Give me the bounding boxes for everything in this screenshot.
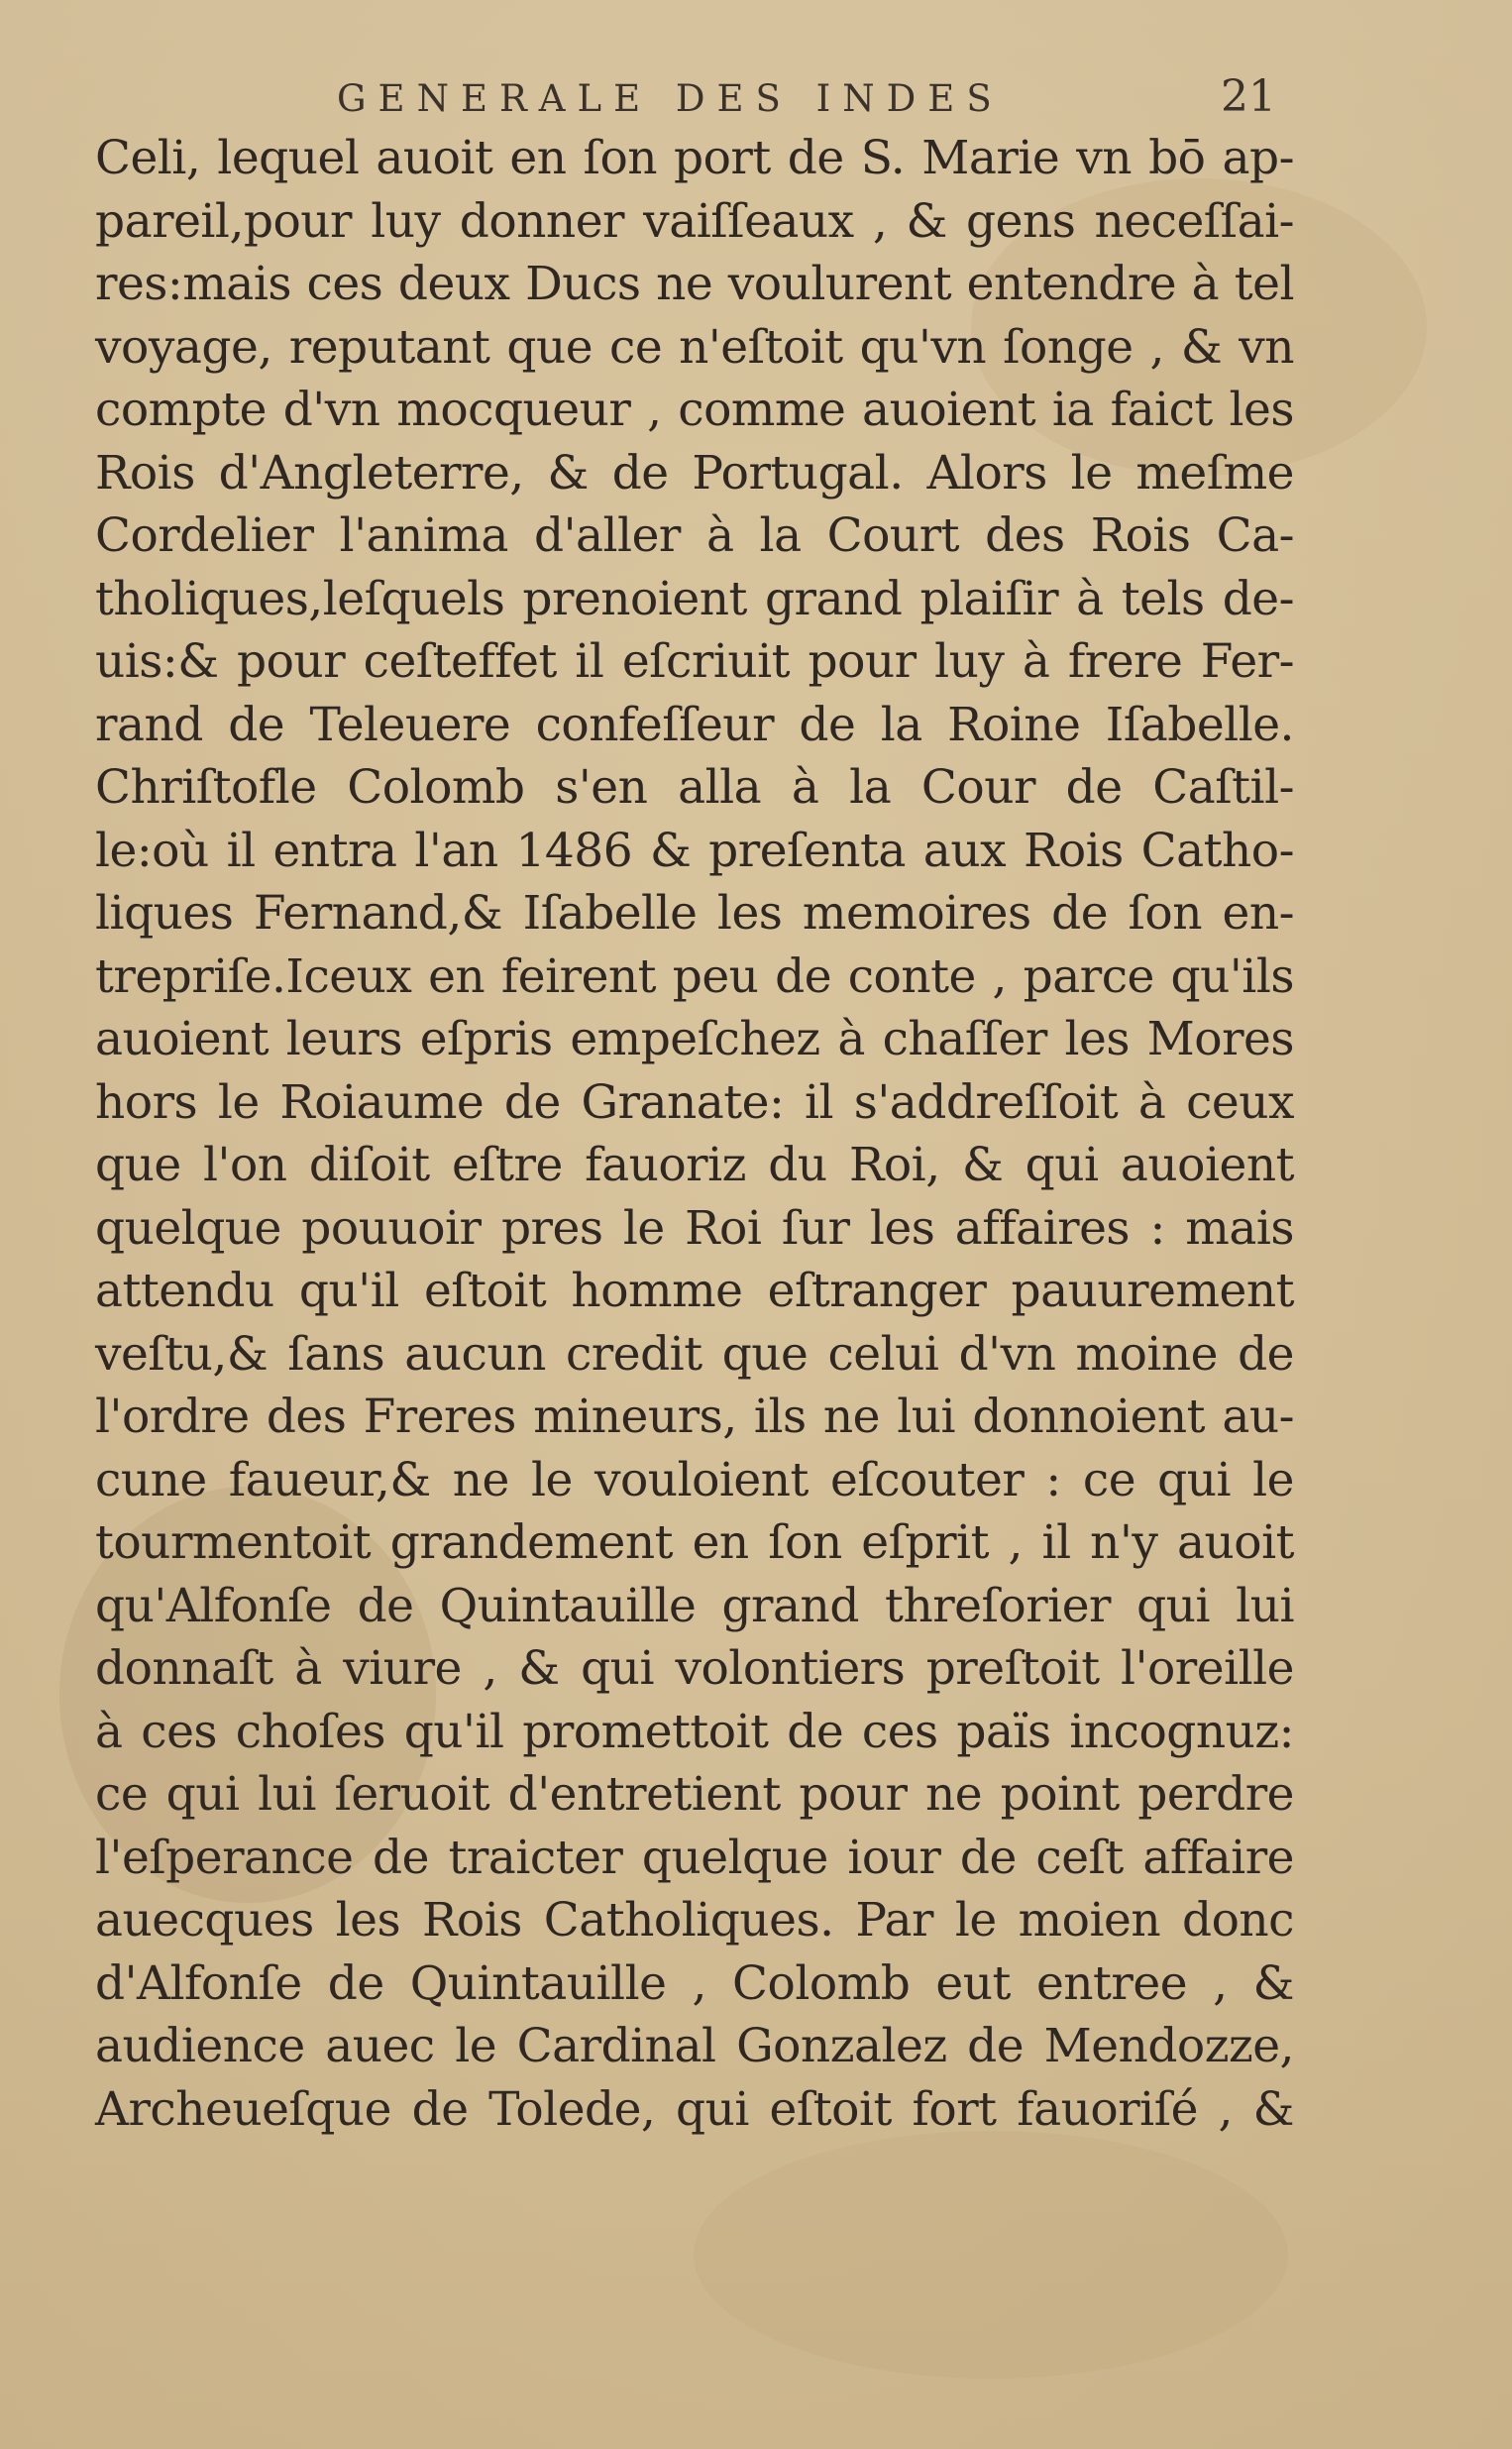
text-line: qu'Alfonſe de Quintauille grand threſorier qui lui [95,1578,1294,1633]
text-line: quelque pouuoir pres le Roi ſur les affaires : mais [95,1200,1294,1256]
text-line: Archeueſque de Tolede, qui eſtoit fort fauoriſé , & [95,2081,1294,2137]
text-line: voyage, reputant que ce n'eſtoit qu'vn ſonge , & vn [95,319,1294,375]
text-line: l'ordre des Freres mineurs, ils ne lui donnoient au- [95,1390,1294,1444]
text-line: d'Alfonſe de Quintauille , Colomb eut entree , & [95,1955,1294,2011]
text-line: audience auec le Cardinal Gonzalez de Mendozze, [95,2019,1294,2073]
text-line: liques Fernand,& Iſabelle les memoires de ſon en- [95,886,1294,941]
page-header [0,71,1512,127]
text-line: tourmentoit grandement en ſon eſprit , il n'y auoit [95,1515,1294,1570]
text-line: hors le Roiaume de Granate: il s'addreſſoit à ceux [95,1074,1294,1130]
text-line: auoient leurs eſpris empeſchez à chaſſer les Mores [95,1012,1294,1066]
paper-stain [694,2131,1288,2379]
text-line: à ces choſes qu'il promettoit de ces païs incognuz: [95,1704,1294,1759]
text-line: attendu qu'il eſtoit homme eſtranger pauurement [95,1264,1294,1318]
page-number: 21 [1221,71,1276,122]
text-line: res:mais ces deux Ducs ne voulurent entendre à tel [95,257,1294,311]
text-line: Cordelier l'anima d'aller à la Court des Rois Ca- [95,508,1294,563]
text-line: ce qui lui ſeruoit d'entretient pour ne point perdre [95,1767,1294,1822]
text-line: pareil,pour luy donner vaiſſeaux , & gens neceſſai- [95,193,1294,249]
text-line: Chriſtofle Colomb s'en alla à la Cour de Caſtil- [95,760,1294,815]
text-line: veſtu,& ſans aucun credit que celui d'vn moine de [95,1326,1294,1382]
text-line: donnaſt à viure , & qui volontiers preſtoit l'oreille [95,1641,1294,1696]
text-line: que l'on diſoit eſtre fauoriz du Roi, & qui auoient [95,1138,1294,1192]
text-line: uis:& pour ceſteffet il eſcriuit pour luy à frere Fer- [95,634,1294,689]
text-line: tholiques,leſquels prenoient grand plaiſir à tels de- [95,571,1294,626]
text-line: cune faueur,& ne le vouloient eſcouter : ce qui le [95,1452,1294,1507]
text-line: l'eſperance de traicter quelque iour de ceſt affaire [95,1830,1294,1885]
text-line: Rois d'Angleterre, & de Portugal. Alors le meſme [95,445,1294,501]
text-line: auecques les Rois Catholiques. Par le moien donc [95,1893,1294,1948]
text-line: trepriſe.Iceux en feirent peu de conte , parce qu'ils [95,948,1294,1004]
text-line: rand de Teleuere confeſſeur de la Roine Iſabelle. [95,697,1294,752]
text-line: Celi, lequel auoit en ſon port de S. Marie vn bō ap- [95,131,1294,185]
text-line: compte d'vn mocqueur , comme auoient ia faict les [95,383,1294,437]
text-line: le:où il entra l'an 1486 & preſenta aux Rois Catho- [95,823,1294,878]
body-text [95,127,1294,2141]
running-title: GENERALE DES INDES [337,77,1004,120]
